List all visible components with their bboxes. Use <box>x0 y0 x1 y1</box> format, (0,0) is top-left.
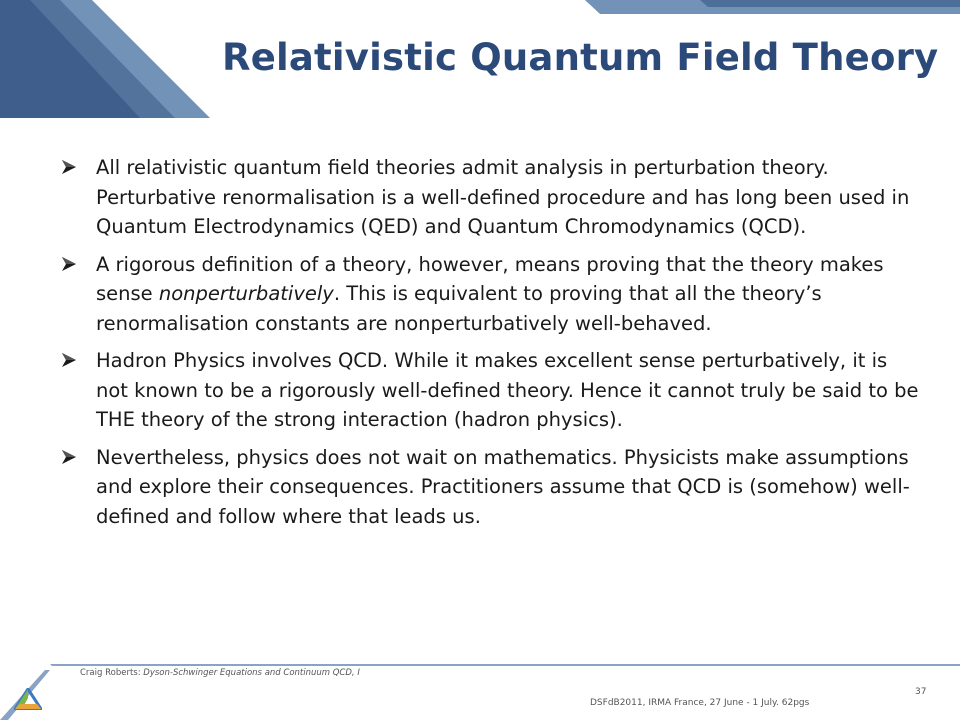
bullet-text: All relativistic quantum field theories admit analysis in perturbation theory. Perturbative renormalisation is a well-defined procedure and has long been used in Quantum Electrodynamics (QED) and Quantum Chromodynamics (QCD). <box>96 156 910 238</box>
bullet-item <box>60 153 920 242</box>
bullet-item <box>60 443 920 532</box>
footer-talk-title: Dyson-Schwinger Equations and Continuum QCD, I <box>143 668 360 678</box>
bullet-list <box>60 153 920 539</box>
bullet-text-part: . This is equivalent to proving that all the theory’s renormalisation constants are nonperturbatively well-behaved. <box>96 282 822 335</box>
page-number: 37 <box>915 687 927 697</box>
footer-author: Craig Roberts: <box>80 668 144 678</box>
bullet-item <box>60 250 920 339</box>
bullet-text: Hadron Physics involves QCD. While it makes excellent sense perturbatively, it is not known to be a rigorously well-defined theory. Hence it cannot truly be said to be THE theory of the strong interaction (hadron physics). <box>96 349 919 431</box>
bullet-item <box>60 346 920 435</box>
bullet-text-part: A rigorous definition of a theory, however, means proving that the theory makes sense <box>96 252 884 305</box>
page-title: Relativistic Quantum Field Theory <box>222 36 939 79</box>
footer-event: DSFdB2011, IRMA France, 27 June - 1 July. 62pgs <box>590 698 810 708</box>
arrow-bullet-icon <box>60 448 80 468</box>
argonne-logo-icon <box>14 688 42 710</box>
footer-credit <box>80 668 360 678</box>
bullet-text: Nevertheless, physics does not wait on mathematics. Physicists make assumptions and explore their consequences. Practitioners assume that QCD is (somehow) well-defined and follow where that leads us. <box>96 445 910 528</box>
bullet-emphasis: nonperturbatively <box>158 282 334 305</box>
arrow-bullet-icon <box>60 255 80 275</box>
arrow-bullet-icon <box>60 351 80 371</box>
arrow-bullet-icon <box>60 158 80 178</box>
